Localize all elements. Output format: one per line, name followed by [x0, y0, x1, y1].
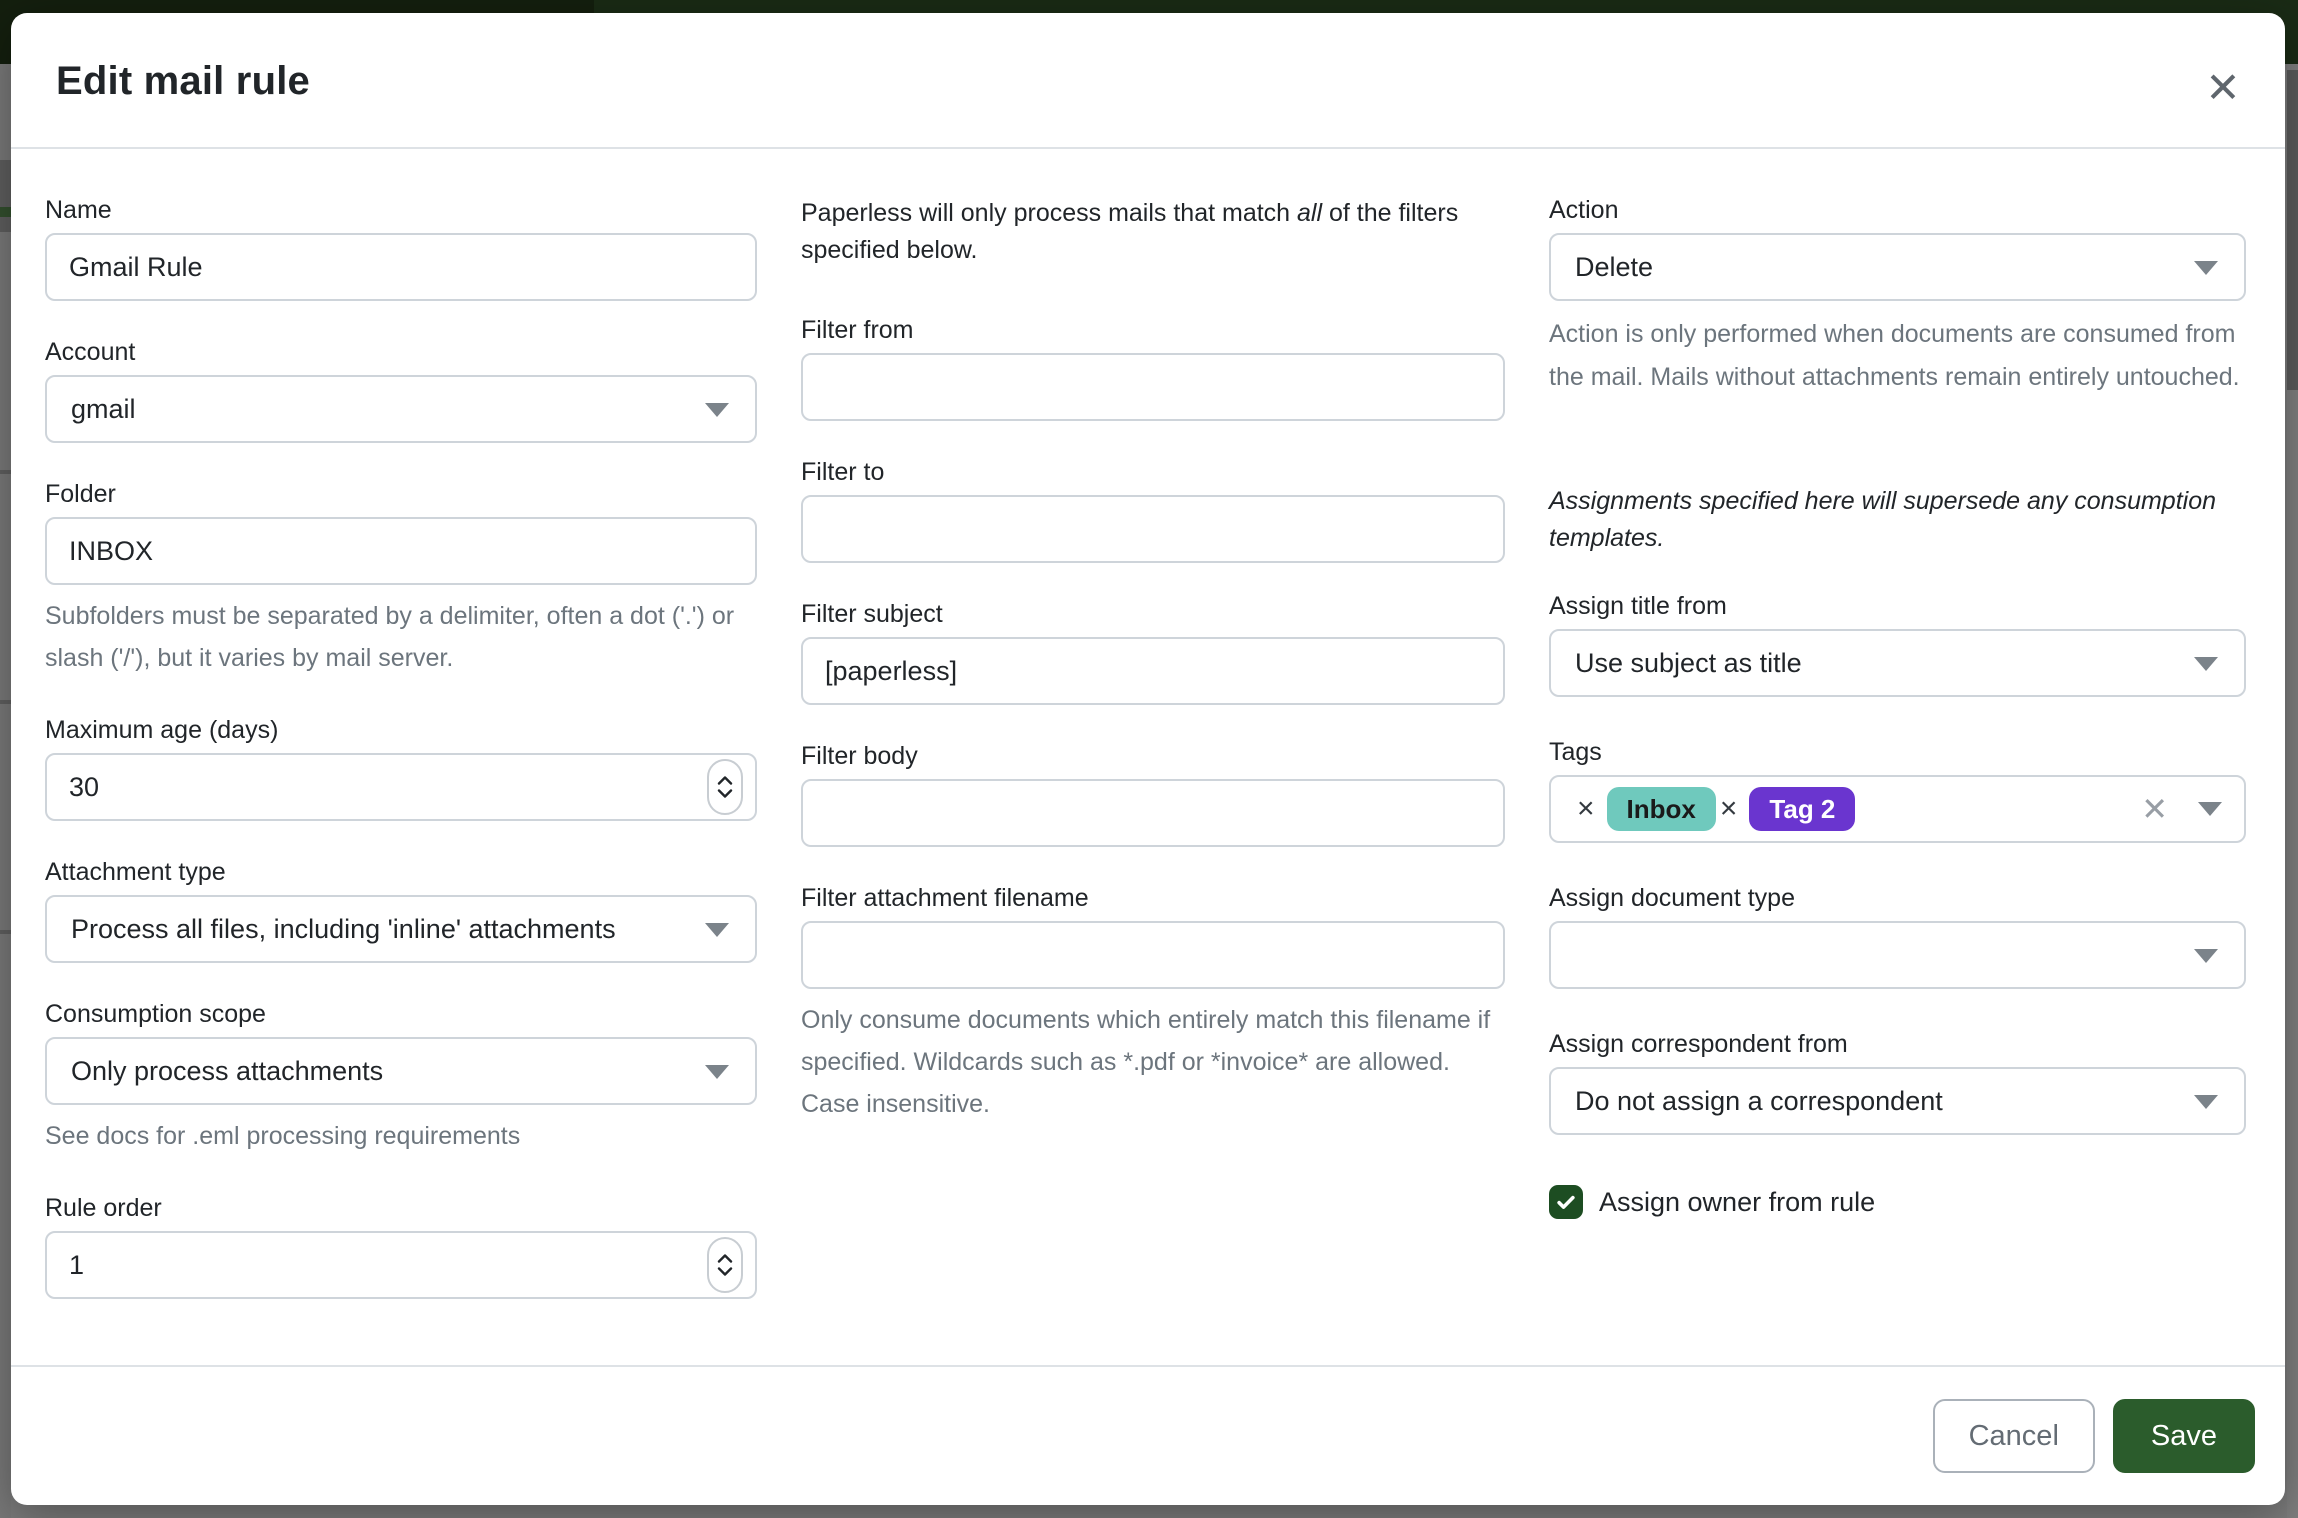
- attachment-type-select[interactable]: [45, 895, 757, 963]
- attachment-type-value: Process all files, including 'inline' attachments: [71, 913, 616, 944]
- assign-document-type-group: [1549, 883, 2246, 989]
- assign-correspondent-label: Assign correspondent from: [1549, 1030, 1848, 1058]
- chevron-down-icon: [705, 923, 729, 937]
- name-group: [45, 195, 757, 301]
- rule-order-label: Rule order: [45, 1194, 162, 1222]
- filter-subject-label: Filter subject: [801, 600, 943, 628]
- assign-document-type-label: Assign document type: [1549, 884, 1795, 912]
- action-select[interactable]: [1549, 233, 2246, 301]
- filter-subject-input[interactable]: [801, 637, 1505, 705]
- chevron-down-icon: [705, 403, 729, 417]
- chevron-down-icon: [717, 1267, 733, 1276]
- filter-to-input[interactable]: [801, 495, 1505, 563]
- max-age-group: [45, 715, 757, 821]
- close-icon: ✕: [2205, 63, 2241, 111]
- filter-body-input[interactable]: [801, 779, 1505, 847]
- account-group: [45, 337, 757, 443]
- dialog-header: [11, 13, 2285, 149]
- tags-multiselect[interactable]: [1549, 775, 2246, 843]
- column-actions: [1549, 195, 2246, 1335]
- action-label: Action: [1549, 196, 1619, 224]
- filter-from-label: Filter from: [801, 316, 914, 344]
- account-select[interactable]: [45, 375, 757, 443]
- remove-tag-icon[interactable]: ×: [1719, 792, 1738, 825]
- assign-document-type-select[interactable]: [1549, 921, 2246, 989]
- max-age-label: Maximum age (days): [45, 716, 279, 744]
- filter-filename-help-text: Only consume documents which entirely match this filename if specified. Wildcards such as *.pdf or *invoice* are allowed. Case insensitive.: [801, 1006, 1491, 1118]
- tag-pill-inbox: Inbox: [1607, 787, 1716, 831]
- account-label: Account: [45, 338, 136, 366]
- assign-owner-label: Assign owner from rule: [1599, 1186, 1876, 1217]
- number-stepper[interactable]: [707, 1237, 743, 1293]
- close-button[interactable]: [2195, 59, 2251, 115]
- max-age-input[interactable]: [45, 753, 757, 821]
- attachment-type-label: Attachment type: [45, 858, 226, 886]
- assign-owner-checkbox[interactable]: [1549, 1185, 1583, 1219]
- action-help-text: Action is only performed when documents are consumed from the mail. Mails without attachments remain entirely untouched.: [1549, 320, 2240, 391]
- dialog-footer: [11, 1365, 2285, 1505]
- action-value: Delete: [1575, 251, 1654, 282]
- filter-subject-group: [801, 599, 1505, 705]
- consumption-scope-select[interactable]: [45, 1037, 757, 1105]
- column-general: [45, 195, 757, 1335]
- filter-to-label: Filter to: [801, 458, 885, 486]
- dialog-body: [11, 149, 2285, 1335]
- chevron-up-icon: [717, 1254, 733, 1263]
- cancel-button[interactable]: Cancel: [1933, 1399, 2095, 1473]
- tags-label: Tags: [1549, 738, 1602, 766]
- consumption-scope-help-text: See docs for .eml processing requirements: [45, 1122, 521, 1150]
- name-input[interactable]: [45, 233, 757, 301]
- folder-help-text: Subfolders must be separated by a delimiter, often a dot ('.') or slash ('/'), but it varies by mail server.: [45, 602, 735, 672]
- chevron-down-icon: [717, 789, 733, 798]
- filter-filename-input[interactable]: [801, 921, 1505, 989]
- assign-title-group: [1549, 591, 2246, 697]
- filter-body-label: Filter body: [801, 742, 918, 770]
- save-button[interactable]: Save: [2113, 1399, 2255, 1473]
- dimmed-page-scrollbar: [2287, 64, 2298, 1518]
- edit-mail-rule-dialog: [11, 13, 2285, 1505]
- consumption-scope-group: [45, 999, 757, 1157]
- chevron-down-icon: [705, 1065, 729, 1079]
- folder-label: Folder: [45, 480, 116, 508]
- rule-order-group: [45, 1193, 757, 1299]
- remove-tag-icon[interactable]: ×: [1577, 792, 1595, 825]
- assignments-note: Assignments specified here will supersede any consumption templates.: [1549, 487, 2217, 552]
- chevron-down-icon: [2194, 261, 2218, 275]
- assign-owner-row: [1549, 1185, 2246, 1219]
- filter-to-group: [801, 457, 1505, 563]
- name-label: Name: [45, 196, 112, 224]
- attachment-type-group: [45, 857, 757, 963]
- action-group: [1549, 195, 2246, 399]
- consumption-scope-label: Consumption scope: [45, 1000, 266, 1028]
- folder-group: [45, 479, 757, 679]
- tag-pill-tag2: Tag 2: [1749, 787, 1855, 831]
- checkmark-icon: [1555, 1191, 1577, 1213]
- account-value: gmail: [71, 393, 136, 424]
- filter-from-group: [801, 315, 1505, 421]
- filter-body-group: [801, 741, 1505, 847]
- assign-title-select[interactable]: [1549, 629, 2246, 697]
- assign-correspondent-group: [1549, 1029, 2246, 1135]
- clear-tags-icon[interactable]: ✕: [2141, 791, 2168, 827]
- column-filters: [801, 195, 1505, 1335]
- assign-title-value: Use subject as title: [1575, 647, 1802, 678]
- chevron-down-icon: [2194, 1095, 2218, 1109]
- chevron-up-icon: [717, 776, 733, 785]
- assign-title-label: Assign title from: [1549, 592, 1727, 620]
- number-stepper[interactable]: [707, 759, 743, 815]
- consumption-scope-value: Only process attachments: [71, 1055, 384, 1086]
- filter-filename-group: [801, 883, 1505, 1125]
- chevron-down-icon: [2194, 949, 2218, 963]
- rule-order-input[interactable]: [45, 1231, 757, 1299]
- filter-from-input[interactable]: [801, 353, 1505, 421]
- dimmed-page-left-edge: [0, 64, 11, 1518]
- filters-intro-text: Paperless will only process mails that match all of the filters specified below.: [801, 199, 1459, 264]
- dialog-title: Edit mail rule: [56, 59, 310, 103]
- chevron-down-icon[interactable]: [2198, 802, 2222, 816]
- folder-input[interactable]: [45, 517, 757, 585]
- chevron-down-icon: [2194, 657, 2218, 671]
- tags-group: [1549, 737, 2246, 843]
- assign-correspondent-select[interactable]: [1549, 1067, 2246, 1135]
- filter-filename-label: Filter attachment filename: [801, 884, 1089, 912]
- assign-correspondent-value: Do not assign a correspondent: [1575, 1085, 1943, 1116]
